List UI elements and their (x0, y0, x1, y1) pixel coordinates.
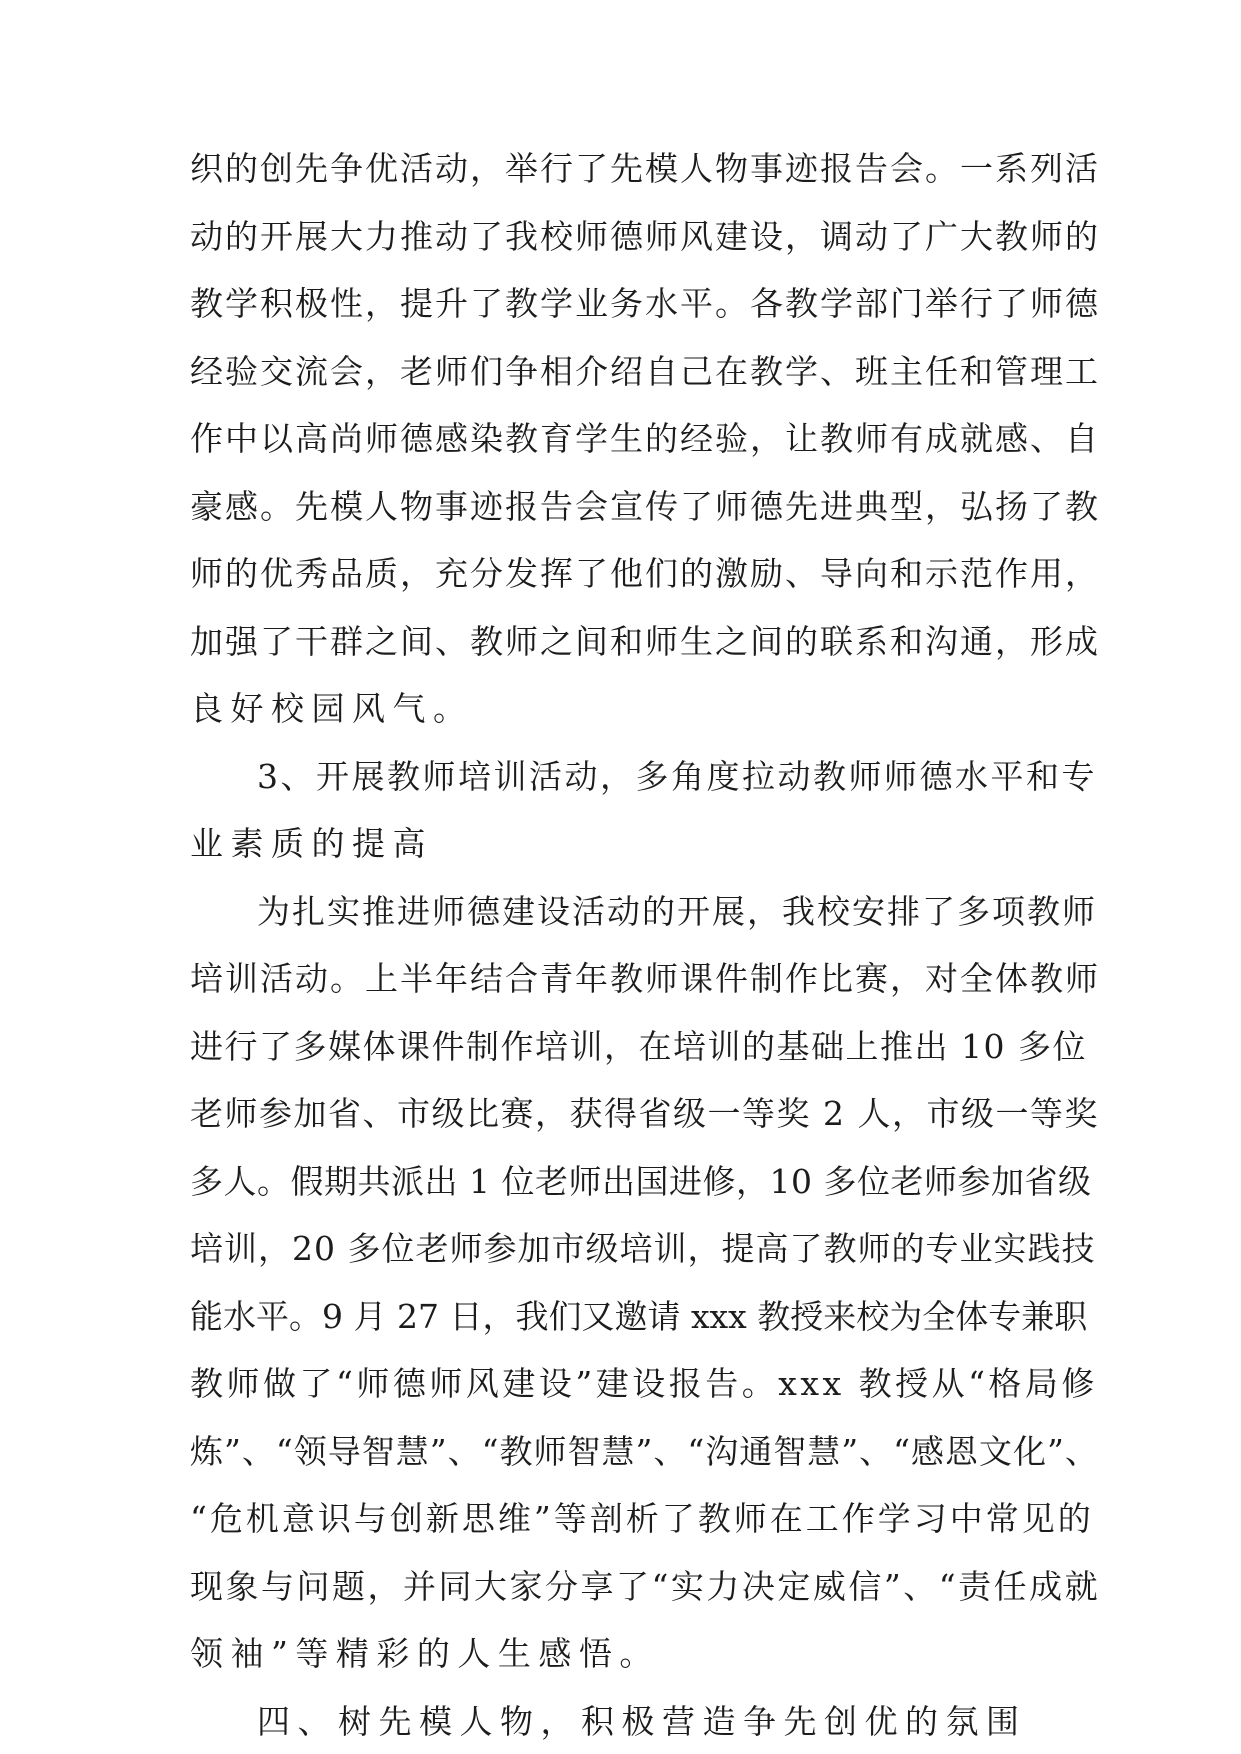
body-text-line: 老师参加省、市级比赛，获得省级一等奖 2 人，市级一等奖 (190, 1094, 1099, 1133)
body-text-line: 豪感。先模人物事迹报告会宣传了师德先进典型，弘扬了教 (190, 487, 1100, 526)
body-text-line: 师的优秀品质，充分发挥了他们的激励、导向和示范作用， (190, 554, 1100, 593)
body-text-line: 炼”、“领导智慧”、“教师智慧”、“沟通智慧”、“感恩文化”、 (190, 1432, 1099, 1471)
body-text-line: 现象与问题，并同大家分享了“实力决定威信”、“责任成就 (190, 1567, 1101, 1606)
section-heading-line: 四、树先模人物，积极营造争先创优的氛围 (257, 1702, 1027, 1741)
body-text-line: 领袖”等精彩的人生感悟。 (190, 1634, 660, 1673)
section-heading-line: 业素质的提高 (190, 824, 433, 863)
body-text-line: 加强了干群之间、教师之间和师生之间的联系和沟通，形成 (190, 622, 1100, 661)
body-text-line: 进行了多媒体课件制作培训，在培训的基础上推出 10 多位 (190, 1027, 1087, 1066)
body-text-line: 织的创先争优活动，举行了先模人物事迹报告会。一系列活 (190, 149, 1100, 188)
body-text-line: 多人。假期共派出 1 位老师出国进修，10 多位老师参加省级 (190, 1162, 1092, 1201)
body-text-line: 良好校园风气。 (190, 689, 474, 728)
body-text-line: “危机意识与创新思维”等剖析了教师在工作学习中常见的 (190, 1499, 1094, 1538)
body-text-line: 动的开展大力推动了我校师德师风建设，调动了广大教师的 (190, 217, 1100, 256)
body-text-line: 教师做了“师德师风建设”建设报告。xxx 教授从“格局修 (190, 1364, 1098, 1403)
body-text-line: 作中以高尚师德感染教育学生的经验，让教师有成就感、自 (190, 419, 1100, 458)
body-text-line: 培训活动。上半年结合青年教师课件制作比赛，对全体教师 (190, 959, 1100, 998)
body-text-line: 为扎实推进师德建设活动的开展，我校安排了多项教师 (257, 892, 1097, 931)
body-text-line: 培训，20 多位老师参加市级培训，提高了教师的专业实践技 (190, 1229, 1096, 1268)
body-text-line: 经验交流会，老师们争相介绍自己在教学、班主任和管理工 (190, 352, 1100, 391)
section-heading-line: 3、开展教师培训活动，多角度拉动教师师德水平和专 (257, 757, 1097, 796)
body-text-line: 教学积极性，提升了教学业务水平。各教学部门举行了师德 (190, 284, 1100, 323)
body-text-line: 能水平。9 月 27 日，我们又邀请 xxx 教授来校为全体专兼职 (190, 1297, 1088, 1336)
